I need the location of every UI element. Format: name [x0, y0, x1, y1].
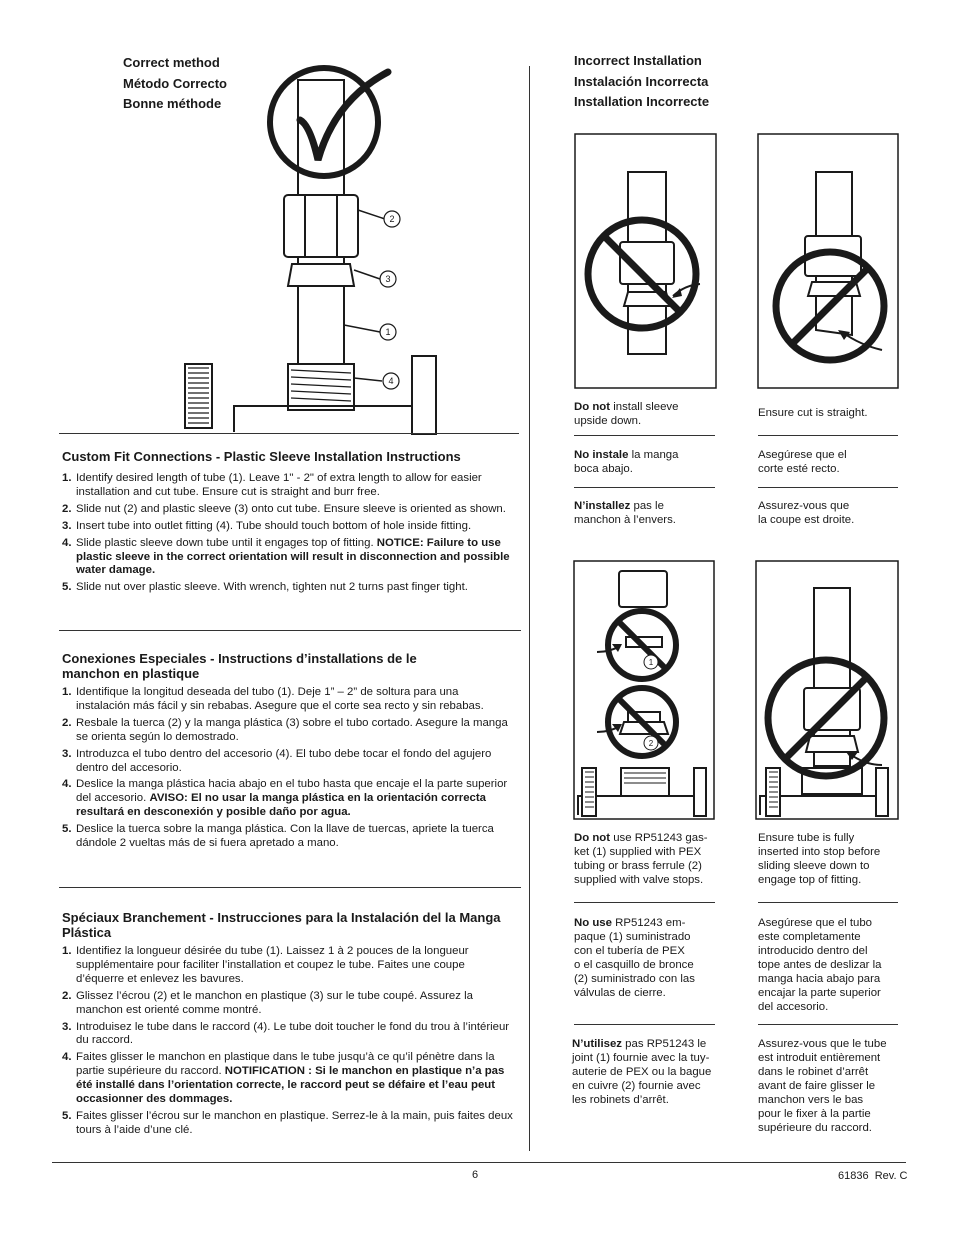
step-item: 5. Faites glisser l’écrou sur le manchon en plastique. Serrez-le à la main, puis faites deux tours à l’aide d’une clé. [62, 1109, 513, 1136]
panel-a-fr: N’installez pas le manchon à l’envers. [574, 500, 676, 526]
step-item: 1. Identifiez la longueur désirée du tube (1). Laissez 1 à 2 pouces de la longueur supplémentaire pour faciliter l’installation et coupez le tube. Faites une coupe d’équerre et enlevez les bavures. [62, 945, 469, 985]
step-item: 5. Slide nut over plastic sleeve. With wrench, tighten nut 2 turns past finger tight. [62, 581, 468, 594]
step-item: 1. Identify desired length of tube (1). Leave 1" - 2" of extra length to allow for easier installation and cut tube. Ensure cut is straight and burr free. [62, 472, 482, 498]
notice-text: NOTIFICATION : Si le manchon en plastique n’a pas été installé dans l’orientation correcte, le raccord peut se défaire et l’eau peut occasionner des dommages. [76, 1065, 505, 1106]
panel-c-en: Do not use RP51243 gas- ket (1) supplied with PEX tubing or brass ferrule (2) supplied with valve stops. [574, 832, 708, 886]
callout-4: 4 [388, 376, 394, 386]
panel-d-es: Asegúrese que el tubo este completamente introducido dentro del tope antes de deslizar la manga hacia abajo para encajar la parte superior del accesorio. [758, 917, 882, 1013]
step-item: 3. Introduisez le tube dans le raccord (4). Le tube doit toucher le fond du trou à l’intérieur du raccord. [62, 1020, 510, 1047]
callout-2: 2 [648, 739, 654, 748]
section-title: Custom Fit Connections - Plastic Sleeve Installation Instructions [62, 449, 461, 464]
panel-c-es: No use RP51243 em- paque (1) suministrado con el tubería de PEX o el casquillo de bronce (2) suministrado con las válvulas de cierre. [574, 917, 695, 999]
panel-b-en: Ensure cut is straight. [758, 407, 868, 419]
steps-list [62, 945, 514, 1138]
notice-text: NOTICE: Failure to use plastic sleeve in the correct orientation will result in disconnection and possible water damage. [76, 536, 510, 577]
step-item: 2. Resbale la tuerca (2) y la manga plástica (3) sobre el tubo cortado. Asegure la manga se orienta según lo demostrado. [62, 716, 508, 743]
divider [758, 1024, 898, 1025]
panel-b-fr: Assurez-vous que la coupe est droite. [758, 500, 855, 526]
step-item: 4. Faites glisser le manchon en plastique dans le tube jusqu’à ce qu’il pénètre dans la partie supérieure du raccord. NOTIFICATION : Si le manchon en plastique n’a pas été installé dans l’orientation correcte, le raccord peut se défaire et l’eau peut occasionner des dommages. [62, 1051, 505, 1106]
divider [59, 887, 521, 888]
callout-2: 2 [389, 214, 395, 224]
doc-revision: 61836 Rev. C [838, 1170, 908, 1182]
step-item: 1. Identifique la longitud deseada del tubo (1). Deje 1” – 2” de soltura para una instalación más fácil y sin rebabas. Asegure que el corte sea recto y sin rebabas. [62, 686, 484, 712]
notice-text: AVISO: El no usar la manga plástica en la orientación correcta resultará en desconexión y posible daño por agua. [76, 792, 487, 819]
step-item: 2. Glissez l’écrou (2) et le manchon en plastique (3) sur le tube coupé. Assurez la manchon est orienté comme montré. [62, 989, 473, 1016]
callout-1: 1 [648, 658, 654, 667]
step-item: 2. Slide nut (2) and plastic sleeve (3) onto cut tube. Ensure sleeve is oriented as shown. [62, 502, 506, 515]
panel-b-es: Asegúrese que el corte esté recto. [758, 449, 847, 475]
step-item: 5. Deslice la tuerca sobre la manga plástica. Con la llave de tuercas, apriete la tuerca dándole 2 vueltas más de si fuera apretado a mano. [62, 823, 494, 850]
correct-method-es: Método Correcto [123, 75, 227, 91]
panel-d-en: Ensure tube is fully inserted into stop before sliding sleeve down to engage top of fitting. [758, 832, 881, 886]
step-item: 3. Introduzca el tubo dentro del accesorio (4). El tubo debe tocar el fondo del agujero dentro del accesorio. [62, 747, 492, 774]
incorrect-fr: Installation Incorrecte [574, 94, 710, 109]
correct-method-en: Correct method [123, 55, 220, 70]
divider [574, 1024, 715, 1025]
section-fr [62, 910, 514, 1141]
step-item: 4. Slide plastic sleeve down tube until it engages top of fitting. NOTICE: Failure to use plastic sleeve in the correct orientation will result in disconnection and possible water damage. [62, 536, 510, 577]
panel-a-en: Do not install sleeve upside down. [574, 401, 679, 427]
incorrect-en: Incorrect Installation [574, 53, 702, 68]
footer-rule [52, 1162, 906, 1163]
incorrect-es: Instalación Incorrecta [574, 73, 709, 89]
panel-a-es: No instale la manga boca abajo. [574, 449, 679, 475]
section-title: Conexiones Especiales - Instructions d’installations de le manchon en plastique [62, 651, 417, 681]
step-item: 4. Deslice la manga plástica hacia abajo en el tubo hasta que encaje el la parte superior del accesorio. AVISO: El no usar la manga plástica en la orientación correcta resultará en desconexión y posible daño por agua. [62, 778, 508, 819]
page-number: 6 [472, 1169, 479, 1181]
callout-1: 1 [385, 327, 391, 337]
callout-3: 3 [385, 274, 391, 284]
section-title: Spéciaux Branchement - Instrucciones para la Instalación del la Manga Plástica [62, 910, 501, 940]
divider [758, 902, 898, 903]
panel-d-fr: Assurez-vous que le tube est introduit entièrement dans le robinet d’arrêt avant de faire glisser le manchon vers le bas pour le fixer à la partie supérieure du raccord. [758, 1038, 887, 1134]
correct-method-fr: Bonne méthode [123, 96, 222, 111]
panel-c-fr: N’utilisez pas RP51243 le joint (1) fournie avec la tuy- auterie de PEX ou la bague en cuivre (2) fournie avec les robinets d’arrêt. [572, 1038, 712, 1106]
divider [574, 902, 715, 903]
step-item: 3. Insert tube into outlet fitting (4). Tube should touch bottom of hole inside fitting. [62, 519, 472, 532]
